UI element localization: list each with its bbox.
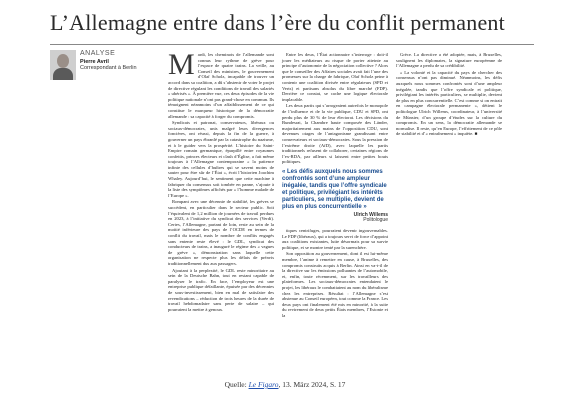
author-text xyxy=(80,50,160,80)
paragraph: Syndicats et patronat, conservateurs, libéraux ou sociaux-démocrates, unis malgré leurs divergences foncières, ont réussi, depuis la fin de la guerre, à gouverner un pays ébranlé par la catastrophe du nazisme, et à le guider vers la prospérité. L’histoire du Saint-Empire romain germanique, éparpillé entre royaumes confettis, princes électeurs et clash d’Église, a fait même toujours à l’Allemagne contemporaine « la patience infinie des cellules d’huîtres qui se savent moins de sauter pour être sûr de l’État », écrit l’historien Joachim Whaley. Aujourd’hui, le sentiment que cette machine à fabriquer du consensus soit tombée en panne, s’ajoute à la liste des symptômes affichés par « l’homme malade de l’Europe ». xyxy=(168,120,274,198)
source-prefix: Quelle: xyxy=(224,380,249,389)
author-shoulders xyxy=(53,68,73,80)
author-role: Correspondant à Berlin xyxy=(80,65,137,71)
paragraph: Entre les deux, l’État actionnaire s’interroge : doit-il jouer les médiateurs au risque de porter atteinte au principe d’autonomie de la négociation collective ? Alors que le conseiller des Affaires sociales avait fait l’une des promesses sur la charge de fabrique, Olaf Scholz peine à contenir une coalition divisée entre régulateurs (SPD et Verts) et partisans absolus du libre marché (FDP). Derrière ce constat, se cache une logique électorale implacable. xyxy=(282,52,388,102)
paragraph: Son opposition au gouvernement, dont il est lui-même membre, l’anime à remettre en cause, à Bruxelles, des compromis construits acquis à Berlin. Ainsi en va-t-il de la directive sur les émissions polluantes de l’automobile, et, enfin, toute récemment, sur les travailleurs des plateformes. Les sociaux-démocrates entendaient le projet, les libéraux le combattaient au nom du libéralisme chez les entreprises. Résultat : l’Allemagne s’est abstenue au Conseil européen, tout comme la France. Les deux pays ont finalement été mis en minorité, à la suite du revirement de deux petits États membres, l’Estonie et la xyxy=(282,251,388,318)
author-face xyxy=(57,54,69,68)
paragraph: Grèce. La directive a été adoptée, mais, à Bruxelles, soulignent les diplomates, la signature européenne de l’Allemagne a perdu de sa crédibilité. xyxy=(396,52,502,69)
author-name: Pierre Avril xyxy=(80,59,109,65)
article-column-1 xyxy=(168,48,274,313)
paragraph xyxy=(168,48,274,119)
paragraph: Ajoutant à la perplexité, le GDL reste minoritaire au sein de la Deutsche Bahn, tout en restant capable de paralyser le trafic. En face, l’employeur est une entreprise publique défaillante, épuisée par des décennies de sous-investissement, bien en mal de satisfaire des revendications – réduction de trois heures de la durée de travail hebdomadaire sans perte de salaire – qui pourraient la mettre à genoux. xyxy=(168,267,274,312)
source-citation xyxy=(0,380,570,389)
article-headline: L’Allemagne entre dans l’ère du conflit permanent xyxy=(50,10,505,35)
drop-cap: M xyxy=(168,48,195,81)
source-publication-link[interactable]: Le Figaro xyxy=(248,380,279,389)
paragraph: Rompant avec une décennie de stabilité, les grèves se succèdent, en particulier dans le secteur public. Soit l’équivalent de 1,2 million de journées de travail perdues en 2023, à l’initiative du syndicat des services (Verdi). Certes, l’Allemagne, partant de loin, reste au sein de la moitié inférieure des pays de l’OCDE en termes de conflit du travail, mais le nombre de conflits engagés sans entente reste élevé : le GDL, syndicat des conducteurs de trains, a inauguré le régime des « vagues de grève », démonstration sans laquelle cette organisation ne respecte plus les délais de préavis traditionnellement dus aux passagers. xyxy=(168,199,274,266)
pull-quote-author: Ulrich Willems xyxy=(353,211,388,218)
pull-quote-author-role: Politologue xyxy=(363,217,388,224)
source-details: , 13. März 2024, S. 17 xyxy=(278,380,346,389)
headline-rule xyxy=(50,44,534,45)
author-photo xyxy=(50,50,76,80)
paragraph: tiques centrifuges, pourraient devenir ingouvernables. Le FDP (libéraux), qui a toujours servi de force d’appoint aux coalitions existantes, lutte désormais pour sa survie politique, et se montre tenté par la surenchère. xyxy=(282,228,388,250)
paragraph: « La volonté et la capacité du pays de chercher des consensus n’ont pas diminué. Néanmoins, les défis auxquels nous sommes confrontés sont d’une ampleur inégalée, tandis que l’offre syndicale et politique, privilégiant les intérêts particuliers, se multiplie, devient de plus en plus concurrentielle. C’est comme si on entrait en campagne électorale permanente », détient le politologue Ulrich Willems, coordinateur, à l’université de Münster, d’un groupe d’études sur la culture du compromis. En un sens, la démocratie allemande se normalise. Il reste, qu’en Europe, l’effritement de ce pôle de stabilité et d’« entraînement » inquiète. ■ xyxy=(396,69,502,137)
author-column xyxy=(50,50,160,80)
paragraph: Les deux partis qui s’arrogeaient autrefois le monopole de l’influence et de la vie publique, CDU et SPD, ont perdu plus de 30 % de leur électorat. Les décisions du Bundesrat, la Chambre haute composée des Länder, majoritairement aux mains de l’opposition CDU, sont devenues otages de l’antagonisme grandissant entre conservateurs et sociaux-démocrates. Sous la pression de l’extrême droite (AfD), avec laquelle les partis traditionnels refusent de collaborer, certaines régions de l’ex-RDA, par ailleurs si laissent entre petites bouts politiques. xyxy=(282,103,388,165)
article-column-2 xyxy=(282,52,388,320)
article-column-3 xyxy=(396,52,502,138)
pull-quote: « Les défis auxquels nous sommes confrontés sont d’une ampleur inégalée, tandis que l’offre syndicale et politique, privilégiant les intérêts particuliers, se multiplie, devient de plus en plus concurrentielle » xyxy=(282,168,387,210)
pull-quote-attribution xyxy=(282,213,388,224)
author-block xyxy=(50,50,160,80)
section-label: ANALYSE xyxy=(80,50,116,57)
paragraph-text: ardi, les cheminots de l’allemande sont connus leur rythme de grève pour l’espace de quatre trains. La veille, au Conseil des ministres, le gouvernement d’Olaf Scholz, incapable de trouver un accord dans sa coalition, a dû s’abstenir de voter le projet de directive régulant les conditions de travail des salariés « ubérisés ». À première vue, ces deux épisodes de la vie politique nationale n’ont pas grand-chose en commun. Ils témoignent néanmoins d’un affaiblissement de ce qui constitue le marqueur historique de la démocratie allemande : sa capacité à forger du compromis. xyxy=(168,52,274,119)
